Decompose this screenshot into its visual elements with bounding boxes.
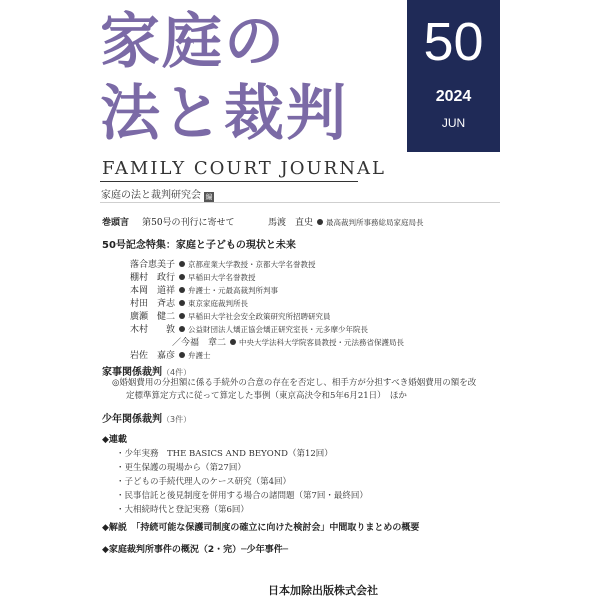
contributor-name: 廣瀬 健二 — [130, 312, 176, 322]
contributor-name: 本岡 道祥 — [130, 286, 176, 296]
journal-title-line1: 家庭の — [100, 7, 286, 77]
family-case-line2: 定標準算定方式に従って算定した事例（東京高決令和5年6月21日） ほか — [126, 391, 407, 401]
contributor-role: 中央大学法科大学院客員教授・元法務省保護局長 — [239, 338, 405, 347]
serial-item: ・更生保護の現場から（第27回） — [116, 463, 246, 473]
contributor-role: 東京家庭裁判所長 — [188, 299, 249, 308]
contents-divider — [100, 202, 500, 203]
contributor-role: 弁護士 — [188, 351, 211, 360]
bullet-icon — [230, 339, 236, 345]
contributor-name: 村田 斉志 — [130, 299, 176, 309]
bullet-icon — [317, 219, 323, 225]
overview-line: ◆家庭裁判所事件の概況（2・完）─少年事件─ — [102, 545, 289, 555]
foreword-author-row — [268, 210, 424, 229]
title-divider — [100, 181, 358, 182]
contributor-name: 木村 敦 — [130, 325, 176, 335]
issue-year: 2024 — [435, 88, 472, 105]
contributor-role: 早稲田大学名誉教授 — [188, 273, 256, 282]
editor-name — [101, 186, 214, 202]
serial-item: ・大相続時代と登記実務（第6回） — [116, 505, 249, 515]
issue-badge — [407, 0, 500, 152]
family-cases-heading: 家事関係裁判 — [102, 367, 162, 378]
juvenile-cases-heading-row — [102, 407, 191, 426]
serial-item: ・民事信託と後見制度を併用する場合の諸問題（第7回・最終回） — [116, 491, 368, 501]
contributor-role: 公益財団法人矯正協会矯正研究室長・元多摩少年院長 — [188, 325, 369, 334]
contributor-name: 棚村 政行 — [130, 273, 176, 283]
journal-title-line2: 法と裁判 — [100, 79, 348, 149]
juvenile-cases-heading: 少年関係裁判 — [102, 414, 162, 425]
feature-heading: 50号記念特集：家庭と子どもの現状と未来 — [102, 240, 296, 251]
serial-item: ・少年実務 THE BASICS AND BEYOND（第12回） — [116, 449, 333, 459]
footer-publisher: 日本加除出版株式会社 — [268, 584, 378, 597]
foreword-title: 第50号の刊行に寄せて — [142, 218, 235, 228]
contributor-name: 岩佐 嘉彦 — [130, 351, 176, 361]
issue-number: 50 — [423, 12, 484, 72]
contributor-name: ／今福 章二 — [172, 338, 227, 348]
issue-month: JUN — [441, 116, 466, 130]
serial-heading: ◆連載 — [102, 435, 127, 445]
contributor-role: 弁護士・元最高裁判所判事 — [188, 286, 279, 295]
contributor-name: 落合恵美子 — [130, 260, 176, 270]
foreword-role: 最高裁判所事務総局家庭局長 — [326, 218, 424, 227]
foreword-author: 馬渡 直史 — [268, 218, 314, 228]
english-title: FAMILY COURT JOURNAL — [102, 158, 386, 179]
family-case-line1: ◎婚姻費用の分担額に係る手続外の合意の存在を否定し、相手方が分担すべき婚姻費用の額を改 — [112, 378, 477, 388]
contributor-role: 京都産業大学教授・京都大学名誉教授 — [188, 260, 316, 269]
serial-item: ・子どもの手続代理人のケース研究（第4回） — [116, 477, 291, 487]
bullet-icon — [179, 352, 185, 358]
editor-label: 家庭の法と裁判研究会 — [101, 190, 201, 201]
family-cases-count: （4件） — [162, 368, 192, 377]
foreword-label: 巻頭言 — [102, 218, 130, 228]
foreword-row — [102, 210, 235, 229]
editor-mark: 編 — [205, 193, 213, 201]
contributor-role: 早稲田大学社会安全政策研究所招聘研究員 — [188, 312, 331, 321]
juvenile-cases-count: （3件） — [162, 415, 192, 424]
commentary-line: ◆解説 「持続可能な保護司制度の確立に向けた検討会」中間取りまとめの概要 — [102, 523, 420, 533]
